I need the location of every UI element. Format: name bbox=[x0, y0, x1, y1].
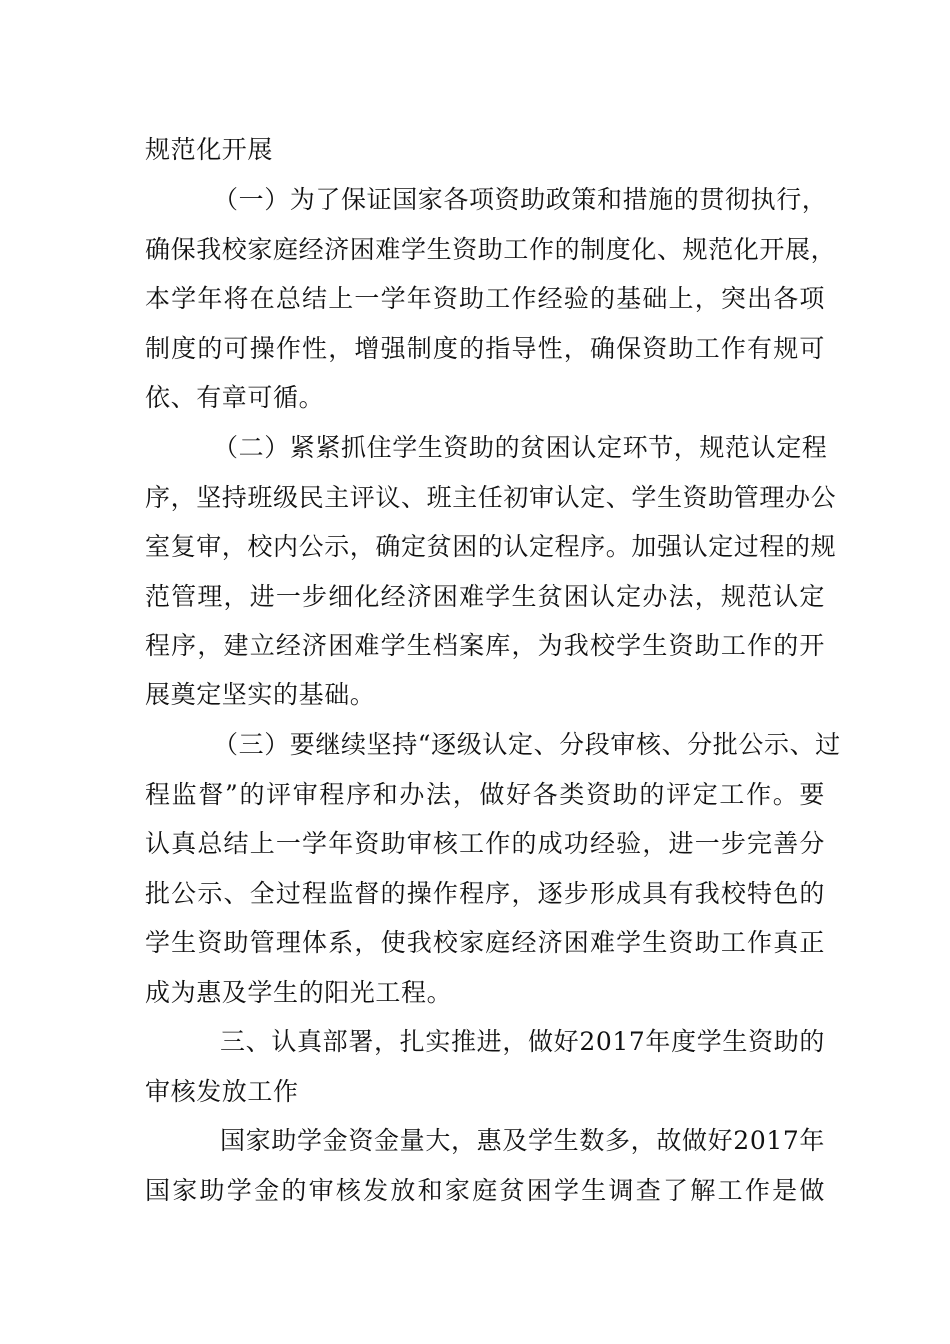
text-line: （三）要继续坚持“逐级认定、分段审核、分批公示、过 bbox=[213, 730, 841, 759]
text-line: 序，坚持班级民主评议、班主任初审认定、学生资助管理办公 bbox=[145, 483, 837, 512]
text-line: 认真总结上一学年资助审核工作的成功经验，进一步完善分 bbox=[145, 829, 825, 858]
text-line: 确保我校家庭经济困难学生资助工作的制度化、规范化开展， bbox=[145, 235, 837, 264]
text-line: 国家助学金资金量大，惠及学生数多，故做好2017年 bbox=[220, 1126, 825, 1155]
text-line: 程监督”的评审程序和办法，做好各类资助的评定工作。要 bbox=[145, 780, 825, 809]
section-heading-continuation: 审核发放工作 bbox=[145, 1077, 299, 1106]
text-line: 国家助学金的审核发放和家庭贫困学生调查了解工作是做 bbox=[145, 1176, 825, 1205]
section-heading: 三、认真部署，扎实推进，做好2017年度学生资助的 bbox=[220, 1027, 825, 1056]
text-line: 学生资助管理体系，使我校家庭经济困难学生资助工作真正 bbox=[145, 928, 825, 957]
text-line: 制度的可操作性，增强制度的指导性，确保资助工作有规可 bbox=[145, 334, 825, 363]
text-line: 批公示、全过程监督的操作程序，逐步形成具有我校特色的 bbox=[145, 879, 825, 908]
text-line: （二）紧紧抓住学生资助的贫困认定环节，规范认定程 bbox=[213, 433, 828, 462]
text-line: 成为惠及学生的阳光工程。 bbox=[145, 978, 453, 1007]
text-line: 本学年将在总结上一学年资助工作经验的基础上，突出各项 bbox=[145, 284, 825, 313]
text-line: （一）为了保证国家各项资助政策和措施的贯彻执行， bbox=[213, 185, 828, 214]
text-line: 程序，建立经济困难学生档案库，为我校学生资助工作的开 bbox=[145, 631, 825, 660]
text-line: 展奠定坚实的基础。 bbox=[145, 680, 376, 709]
text-line: 范管理，进一步细化经济困难学生贫困认定办法，规范认定 bbox=[145, 582, 825, 611]
text-line: 规范化开展 bbox=[145, 135, 274, 164]
text-line: 依、有章可循。 bbox=[145, 383, 325, 412]
text-line: 室复审，校内公示，确定贫困的认定程序。加强认定过程的规 bbox=[145, 532, 837, 561]
